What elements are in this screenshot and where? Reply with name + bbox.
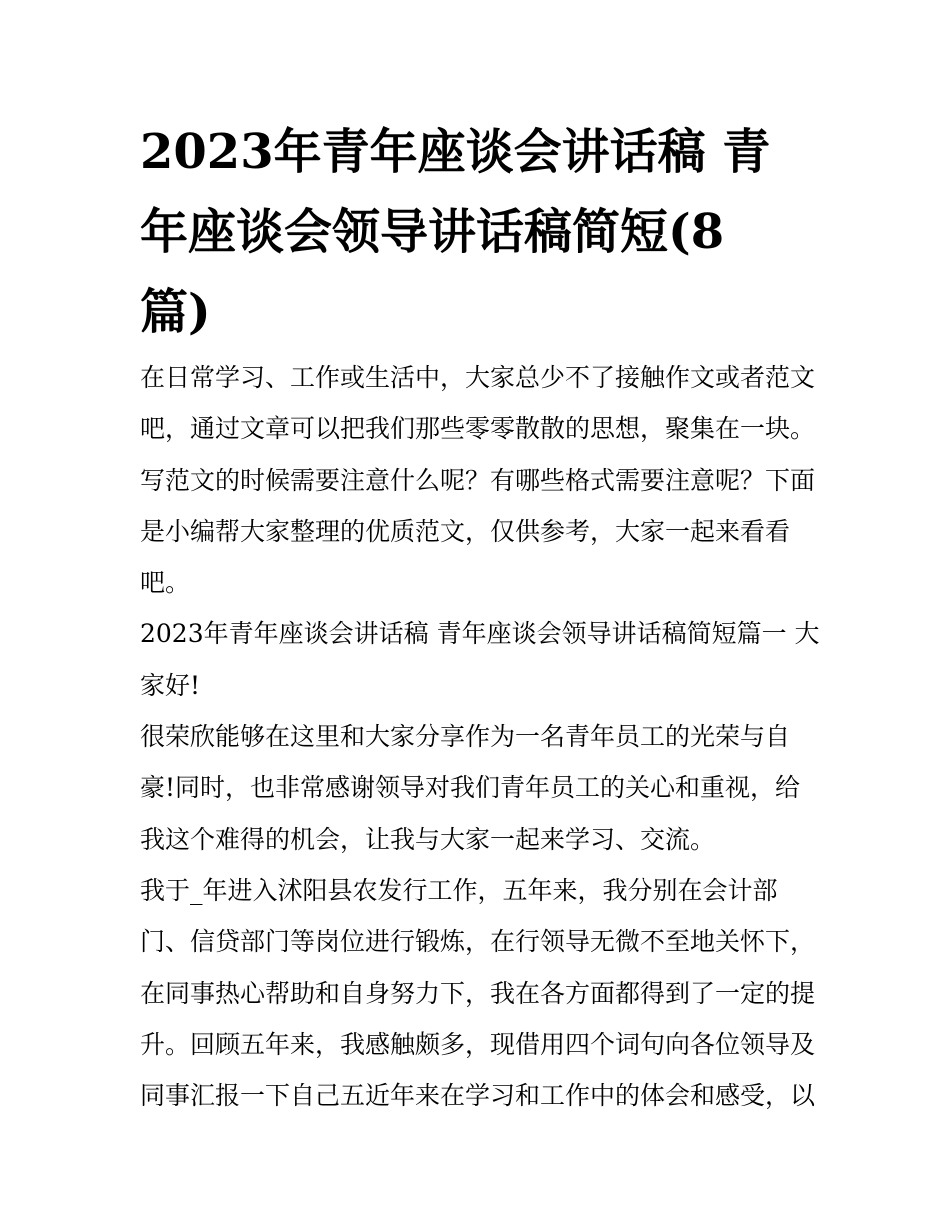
document-body bbox=[140, 352, 830, 1121]
body-line: 豪!同时，也非常感谢领导对我们青年员工的关心和重视，给 bbox=[140, 773, 801, 803]
body-line: 同事汇报一下自己五近年来在学习和工作中的体会和感受，以 bbox=[140, 1081, 816, 1111]
body-line: 我于_年进入沭阳县农发行工作，五年来，我分别在会计部 bbox=[140, 875, 778, 905]
title-line: 年座谈会领导讲话稿简短(8 bbox=[140, 204, 725, 260]
body-line: 我这个难得的机会，让我与大家一起来学习、交流。 bbox=[140, 824, 716, 854]
title-line: 2023年青年座谈会讲话稿 青 bbox=[140, 124, 771, 180]
document-title bbox=[140, 112, 820, 352]
body-line: 2023年青年座谈会讲话稿 青年座谈会领导讲话稿简短篇一 大 bbox=[140, 619, 820, 649]
body-line: 吧，通过文章可以把我们那些零零散散的思想，聚集在一块。 bbox=[140, 414, 816, 444]
body-line: 是小编帮大家整理的优质范文，仅供参考，大家一起来看看 bbox=[140, 516, 791, 546]
body-line: 吧。 bbox=[140, 568, 191, 598]
body-line: 很荣欣能够在这里和大家分享作为一名青年员工的光荣与自 bbox=[140, 722, 791, 752]
body-line: 家好! bbox=[140, 670, 201, 700]
body-line: 门、信贷部门等岗位进行锻炼，在行领导无微不至地关怀下， bbox=[140, 927, 816, 957]
body-line: 升。回顾五年来，我感触颇多，现借用四个词句向各位领导及 bbox=[140, 1029, 816, 1059]
body-line: 在日常学习、工作或生活中，大家总少不了接触作文或者范文 bbox=[140, 363, 816, 392]
title-line: 篇) bbox=[140, 284, 211, 340]
body-line: 写范文的时候需要注意什么呢？有哪些格式需要注意呢？下面 bbox=[140, 465, 816, 495]
body-line: 在同事热心帮助和自身努力下，我在各方面都得到了一定的提 bbox=[140, 978, 816, 1008]
